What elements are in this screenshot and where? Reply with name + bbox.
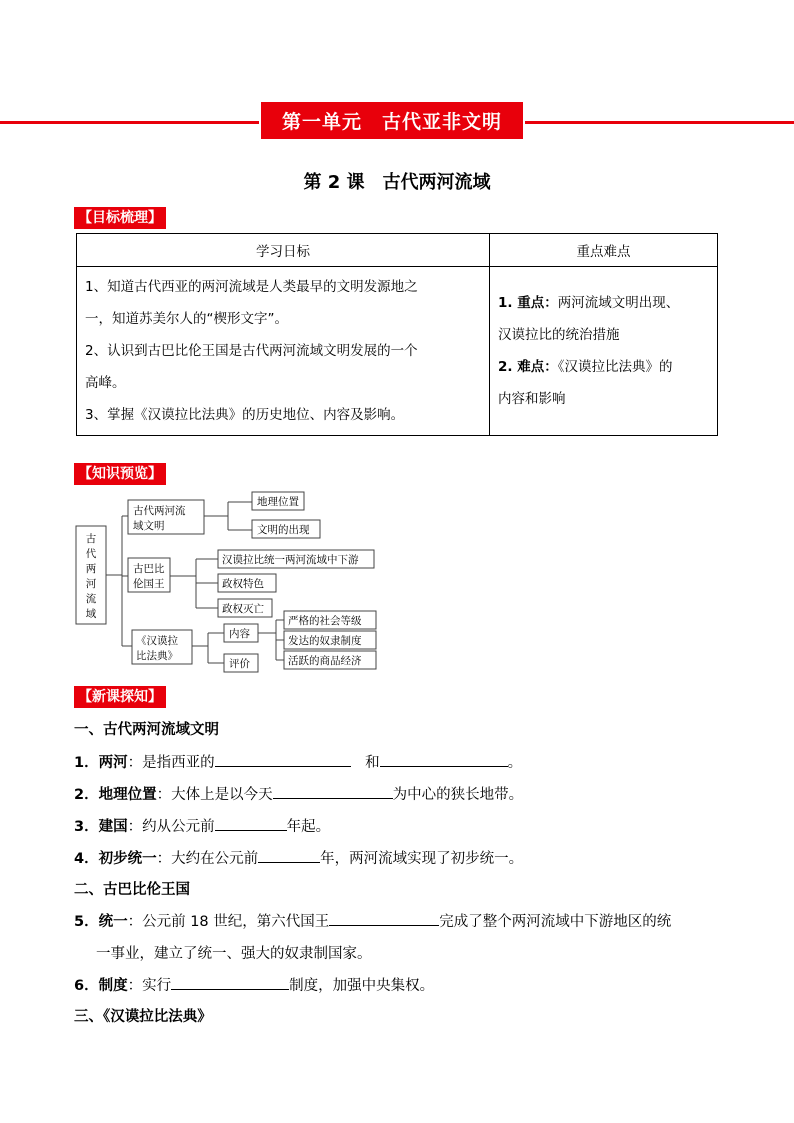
q3-text: 年起。 bbox=[286, 819, 331, 835]
question-5 bbox=[74, 910, 671, 931]
mindmap-branch-label: 域文明 bbox=[133, 520, 165, 532]
mindmap-branch-label: 伦国王 bbox=[133, 578, 165, 590]
question-1 bbox=[74, 751, 522, 772]
unit-title: 第一单元 古代亚非文明 bbox=[281, 111, 502, 133]
q4-number: 4． bbox=[74, 851, 99, 867]
col-header-key-points: 重点难点 bbox=[490, 234, 718, 267]
key-point-text: 两河流域文明出现、 bbox=[557, 295, 680, 311]
q1-text: 和 bbox=[365, 755, 380, 771]
q4-text: ：大约在公元前 bbox=[156, 851, 259, 867]
mindmap-leaf-label: 地理位置 bbox=[257, 496, 299, 508]
answer-blank[interactable] bbox=[329, 910, 439, 926]
question-3 bbox=[74, 815, 330, 836]
difficulty-text-cont: 内容和影响 bbox=[498, 391, 566, 407]
mindmap-leaf-label: 政权灭亡 bbox=[222, 603, 264, 615]
q2-text: 为中心的狭长地带。 bbox=[392, 787, 524, 803]
q3-text: ：约从公元前 bbox=[127, 819, 215, 835]
mindmap-root-char: 古 bbox=[85, 533, 97, 545]
q5-number: 5． bbox=[74, 914, 99, 930]
key-point-text-cont: 汉谟拉比的统治措施 bbox=[498, 327, 620, 343]
question-4 bbox=[74, 847, 523, 868]
objective-line: 2、认识到古巴比伦王国是古代两河流域文明发展的一个 bbox=[85, 343, 418, 359]
mindmap-leaf-label: 汉谟拉比统一两河流域中下游 bbox=[222, 554, 359, 566]
mindmap-leaf-label: 文明的出现 bbox=[257, 524, 310, 536]
objective-line: 1、知道古代西亚的两河流域是人类最早的文明发源地之 bbox=[85, 279, 418, 295]
q1-number: 1． bbox=[74, 755, 99, 771]
answer-blank[interactable] bbox=[380, 751, 508, 767]
mindmap-root-char: 两 bbox=[85, 563, 97, 575]
key-point-label: 1. 重点： bbox=[498, 295, 558, 311]
q1-text: 。 bbox=[507, 755, 523, 771]
col-header-objectives: 学习日标 bbox=[77, 234, 490, 267]
q5-label: 统一 bbox=[98, 914, 128, 930]
q6-number: 6． bbox=[74, 978, 99, 994]
q4-label: 初步统一 bbox=[98, 851, 157, 867]
mindmap-root-char: 河 bbox=[85, 578, 97, 590]
question-6 bbox=[74, 974, 434, 995]
part1-title: 一、古代两河流域文明 bbox=[74, 722, 219, 738]
mindmap-root-char: 代 bbox=[85, 548, 97, 560]
q1-label: 两河 bbox=[98, 755, 128, 771]
section-tag-explore: 【新课探知】 bbox=[74, 686, 166, 708]
q6-label: 制度 bbox=[98, 978, 128, 994]
mindmap-branch-label: 古巴比 bbox=[133, 563, 165, 575]
answer-blank[interactable] bbox=[215, 751, 351, 767]
answer-blank[interactable] bbox=[258, 847, 320, 863]
goals-table bbox=[76, 233, 718, 436]
section-tag-goals: 【目标梳理】 bbox=[74, 207, 166, 229]
q6-text: 制度，加强中央集权。 bbox=[289, 978, 435, 994]
question-5-cont: 一事业，建立了统一、强大的奴隶制国家。 bbox=[96, 946, 372, 962]
q1-text: ：是指西亚的 bbox=[127, 755, 215, 771]
part2-title: 二、古巴比伦王国 bbox=[74, 882, 190, 898]
question-2 bbox=[74, 783, 523, 804]
q2-number: 2． bbox=[74, 787, 99, 803]
q5-text: 完成了整个两河流域中下游地区的统 bbox=[439, 914, 672, 930]
objective-line: 3、掌握《汉谟拉比法典》的历史地位、内容及影响。 bbox=[85, 407, 405, 423]
unit-title-banner bbox=[259, 100, 525, 141]
mindmap-branch-label: 古代两河流 bbox=[133, 505, 186, 517]
mindmap-branch-label: 《汉谟拉 bbox=[136, 635, 178, 647]
section-tag-preview: 【知识预览】 bbox=[74, 463, 166, 485]
mindmap-child-label: 评价 bbox=[229, 658, 250, 670]
q2-text: ：大体上是以今天 bbox=[156, 787, 273, 803]
key-points-cell bbox=[490, 267, 718, 436]
mindmap-root-char: 域 bbox=[85, 608, 97, 620]
objective-line: 高峰。 bbox=[85, 375, 126, 391]
mindmap-leaf-label: 发达的奴隶制度 bbox=[288, 635, 362, 647]
difficulty-text: 《汉谟拉比法典》的 bbox=[557, 359, 673, 375]
knowledge-mindmap bbox=[70, 488, 390, 678]
q4-text: 年，两河流域实现了初步统一。 bbox=[320, 851, 524, 867]
q6-text: ：实行 bbox=[127, 978, 172, 994]
answer-blank[interactable] bbox=[171, 974, 289, 990]
difficulty-label: 2. 难点： bbox=[498, 359, 558, 375]
q5-text: ：公元前 18 世纪，第六代国王 bbox=[127, 914, 330, 930]
objective-line: 一，知道苏美尔人的“楔形文字”。 bbox=[85, 311, 288, 327]
mindmap-leaf-label: 政权特色 bbox=[222, 578, 264, 590]
mindmap-leaf-label: 严格的社会等级 bbox=[288, 615, 362, 627]
objectives-cell bbox=[77, 267, 490, 436]
mindmap-child-label: 内容 bbox=[229, 628, 250, 640]
part3-title: 三、《汉谟拉比法典》 bbox=[74, 1009, 212, 1025]
q3-number: 3． bbox=[74, 819, 99, 835]
mindmap-leaf-label: 活跃的商品经济 bbox=[288, 655, 362, 667]
answer-blank[interactable] bbox=[215, 815, 287, 831]
mindmap-branch-label: 比法典》 bbox=[136, 650, 178, 662]
answer-blank[interactable] bbox=[273, 783, 393, 799]
q3-label: 建国 bbox=[98, 819, 128, 835]
mindmap-root-char: 流 bbox=[85, 593, 97, 605]
q2-label: 地理位置 bbox=[98, 787, 157, 803]
lesson-title: 第 2 课 古代两河流域 bbox=[303, 172, 491, 193]
